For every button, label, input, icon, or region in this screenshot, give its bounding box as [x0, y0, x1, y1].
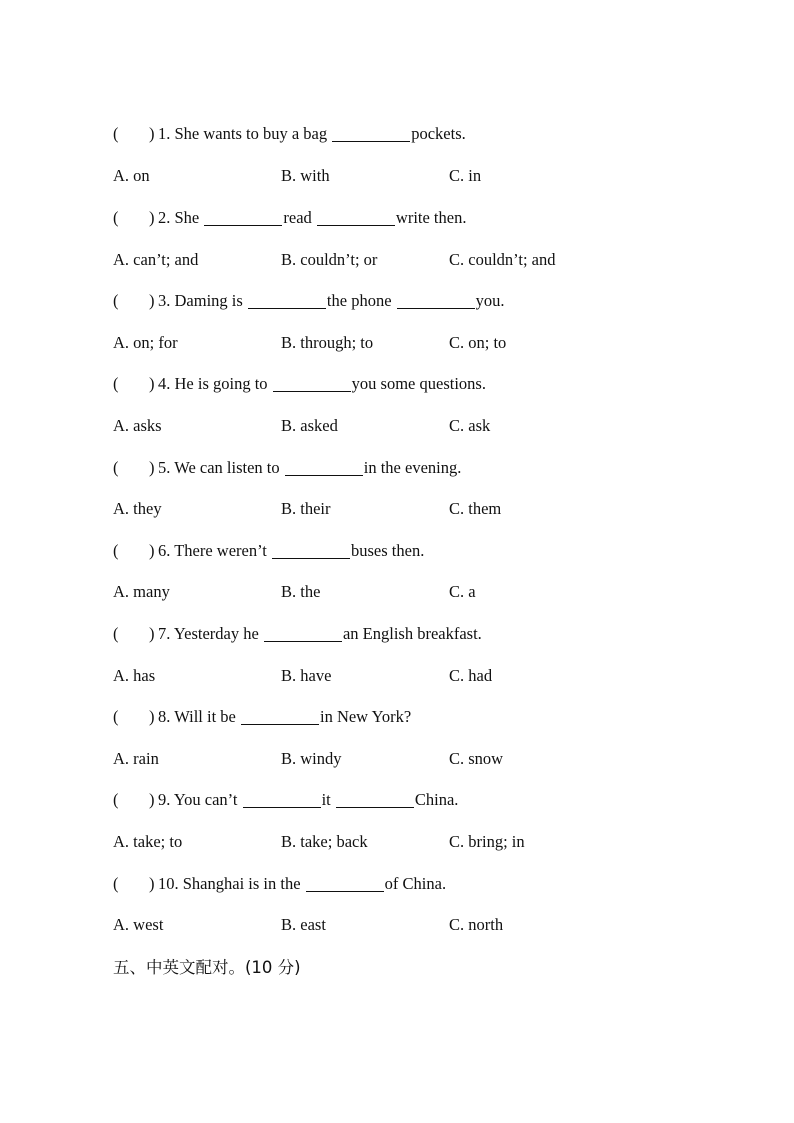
- question-text: of China.: [384, 874, 447, 893]
- question-text: 10. Shanghai is in the: [158, 874, 305, 893]
- question-4: [113, 372, 486, 396]
- option-b[interactable]: B. take; back: [281, 832, 368, 851]
- option-a[interactable]: A. can’t; and: [113, 250, 199, 269]
- answer-blank[interactable]: [272, 557, 350, 559]
- option-b[interactable]: B. through; to: [281, 333, 374, 352]
- answer-parentheses[interactable]: ( ): [113, 374, 155, 393]
- question-10: [113, 872, 446, 896]
- option-a[interactable]: A. they: [113, 499, 162, 518]
- option-b[interactable]: B. east: [281, 915, 326, 934]
- question-text: in the evening.: [363, 458, 462, 477]
- question-text: you.: [475, 291, 505, 310]
- answer-blank[interactable]: [241, 723, 319, 725]
- question-text: 4. He is going to: [158, 374, 272, 393]
- question-text: write then.: [395, 208, 467, 227]
- option-a[interactable]: A. asks: [113, 416, 162, 435]
- options-7: [113, 664, 673, 688]
- option-a[interactable]: A. many: [113, 582, 170, 601]
- answer-parentheses[interactable]: ( ): [113, 874, 155, 893]
- question-text: pockets.: [411, 124, 466, 143]
- option-c[interactable]: C. couldn’t; and: [449, 250, 556, 269]
- option-c[interactable]: C. north: [449, 915, 504, 934]
- answer-blank[interactable]: [285, 474, 363, 476]
- option-a[interactable]: A. west: [113, 915, 164, 934]
- question-9: [113, 788, 458, 812]
- answer-parentheses[interactable]: ( ): [113, 458, 155, 477]
- option-c[interactable]: C. a: [449, 582, 476, 601]
- question-text: 7. Yesterday he: [158, 624, 263, 643]
- option-b[interactable]: B. asked: [281, 416, 338, 435]
- question-5: [113, 456, 461, 480]
- question-text: China.: [414, 790, 459, 809]
- answer-parentheses[interactable]: ( ): [113, 624, 155, 643]
- option-b[interactable]: B. with: [281, 166, 330, 185]
- option-c[interactable]: C. them: [449, 499, 502, 518]
- answer-parentheses[interactable]: ( ): [113, 790, 155, 809]
- option-c[interactable]: C. on; to: [449, 333, 507, 352]
- options-8: [113, 747, 673, 771]
- answer-blank[interactable]: [306, 890, 384, 892]
- question-text: buses then.: [351, 541, 425, 560]
- question-text: 1. She wants to buy a bag: [158, 124, 332, 143]
- question-text: 5. We can listen to: [158, 458, 284, 477]
- question-text: 2. She: [158, 208, 204, 227]
- question-text: read: [283, 208, 316, 227]
- answer-parentheses[interactable]: ( ): [113, 707, 155, 726]
- option-b[interactable]: B. their: [281, 499, 331, 518]
- option-a[interactable]: A. has: [113, 666, 156, 685]
- question-6: [113, 539, 424, 563]
- question-text: 9. You can’t: [158, 790, 242, 809]
- question-text: 6. There weren’t: [158, 541, 272, 560]
- answer-blank[interactable]: [264, 640, 342, 642]
- options-4: [113, 414, 673, 438]
- option-b[interactable]: B. couldn’t; or: [281, 250, 378, 269]
- answer-blank[interactable]: [336, 806, 414, 808]
- question-3: [113, 289, 505, 313]
- options-2: [113, 248, 673, 272]
- question-text: it: [321, 790, 335, 809]
- section-heading: 五、中英文配对。(10 分): [113, 958, 301, 977]
- answer-parentheses[interactable]: ( ): [113, 124, 155, 143]
- option-b[interactable]: B. have: [281, 666, 332, 685]
- option-c[interactable]: C. ask: [449, 416, 491, 435]
- answer-blank[interactable]: [317, 224, 395, 226]
- option-a[interactable]: A. take; to: [113, 832, 183, 851]
- question-8: [113, 705, 411, 729]
- option-b[interactable]: B. windy: [281, 749, 342, 768]
- answer-blank[interactable]: [204, 224, 282, 226]
- option-c[interactable]: C. bring; in: [449, 832, 525, 851]
- options-9: [113, 830, 673, 854]
- question-text: 3. Daming is: [158, 291, 247, 310]
- question-1: [113, 122, 466, 146]
- answer-parentheses[interactable]: ( ): [113, 541, 155, 560]
- answer-blank[interactable]: [332, 140, 410, 142]
- option-b[interactable]: B. the: [281, 582, 321, 601]
- question-text: an English breakfast.: [342, 624, 482, 643]
- answer-parentheses[interactable]: ( ): [113, 208, 155, 227]
- question-7: [113, 622, 482, 646]
- option-c[interactable]: C. in: [449, 166, 482, 185]
- options-10: [113, 913, 673, 937]
- answer-blank[interactable]: [397, 307, 475, 309]
- options-6: [113, 580, 673, 604]
- option-a[interactable]: A. rain: [113, 749, 159, 768]
- answer-parentheses[interactable]: ( ): [113, 291, 155, 310]
- options-3: [113, 331, 673, 355]
- answer-blank[interactable]: [243, 806, 321, 808]
- question-text: in New York?: [319, 707, 412, 726]
- question-text: you some questions.: [351, 374, 486, 393]
- question-text: the phone: [326, 291, 396, 310]
- option-a[interactable]: A. on; for: [113, 333, 178, 352]
- options-1: [113, 164, 673, 188]
- question-2: [113, 206, 466, 230]
- option-c[interactable]: C. had: [449, 666, 493, 685]
- options-5: [113, 497, 673, 521]
- answer-blank[interactable]: [248, 307, 326, 309]
- answer-blank[interactable]: [273, 390, 351, 392]
- option-a[interactable]: A. on: [113, 166, 150, 185]
- question-text: 8. Will it be: [158, 707, 240, 726]
- option-c[interactable]: C. snow: [449, 749, 504, 768]
